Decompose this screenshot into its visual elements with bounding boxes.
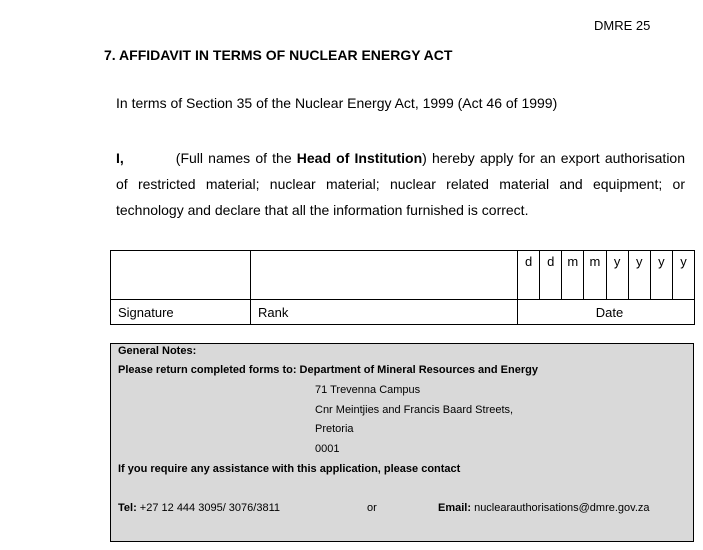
tel-label: Tel:	[118, 502, 137, 514]
email-label: Email:	[438, 502, 472, 514]
date-box-year-2[interactable]: y	[629, 251, 651, 299]
general-notes-box	[110, 343, 694, 542]
date-box-year-4[interactable]: y	[680, 254, 687, 269]
date-box-month-2[interactable]: m	[584, 251, 606, 299]
rank-label: Rank	[251, 300, 518, 325]
declaration-after-bold: ) hereby apply for an export authorisation of restricted material; nuclear material; nuclear related material and equipment; or technology and declare that all the information furnished is correct.	[116, 150, 685, 218]
email-line	[438, 502, 650, 514]
date-label: Date	[518, 300, 695, 325]
address-line-1: 71 Trevenna Campus	[315, 384, 421, 396]
signature-field[interactable]	[111, 251, 251, 300]
notes-return-label: Please return completed forms to: Department of Mineral Resources and Energy	[118, 364, 538, 376]
declaration-paragraph	[116, 145, 685, 223]
date-field[interactable]	[518, 251, 695, 300]
date-box-year-1[interactable]: y	[607, 251, 629, 299]
date-boxes	[518, 251, 694, 299]
email-value[interactable]: nuclearauthorisations@dmre.gov.za	[471, 502, 650, 514]
form-code: DMRE 25	[594, 18, 651, 33]
declaration-bold: Head of Institution	[296, 150, 423, 166]
address-line-2: Cnr Meintjies and Francis Baard Streets,	[315, 404, 514, 416]
address-line-3: Pretoria	[315, 423, 354, 435]
date-box-day-2[interactable]: d	[540, 251, 562, 299]
address-line-4: 0001	[315, 443, 340, 455]
declaration-pronoun: I,	[116, 150, 124, 166]
or-text: or	[367, 502, 377, 514]
date-box-year-3[interactable]: y	[651, 251, 673, 299]
section-title: 7. AFFIDAVIT IN TERMS OF NUCLEAR ENERGY ACT	[104, 47, 453, 63]
signature-table	[110, 250, 695, 325]
signature-label: Signature	[111, 300, 251, 325]
intro-text: In terms of Section 35 of the Nuclear Energy Act, 1999 (Act 46 of 1999)	[116, 95, 558, 111]
tel-value: +27 12 444 3095/ 3076/3811	[136, 502, 280, 514]
tel-line	[118, 502, 280, 514]
notes-heading: General Notes:	[118, 345, 197, 357]
date-box-day-1[interactable]: d	[518, 251, 540, 299]
date-box-month-1[interactable]: m	[562, 251, 584, 299]
rank-field[interactable]	[251, 251, 518, 300]
declaration-before-bold: (Full names of the	[175, 150, 297, 166]
notes-assist-text: If you require any assistance with this application, please contact	[118, 463, 461, 475]
